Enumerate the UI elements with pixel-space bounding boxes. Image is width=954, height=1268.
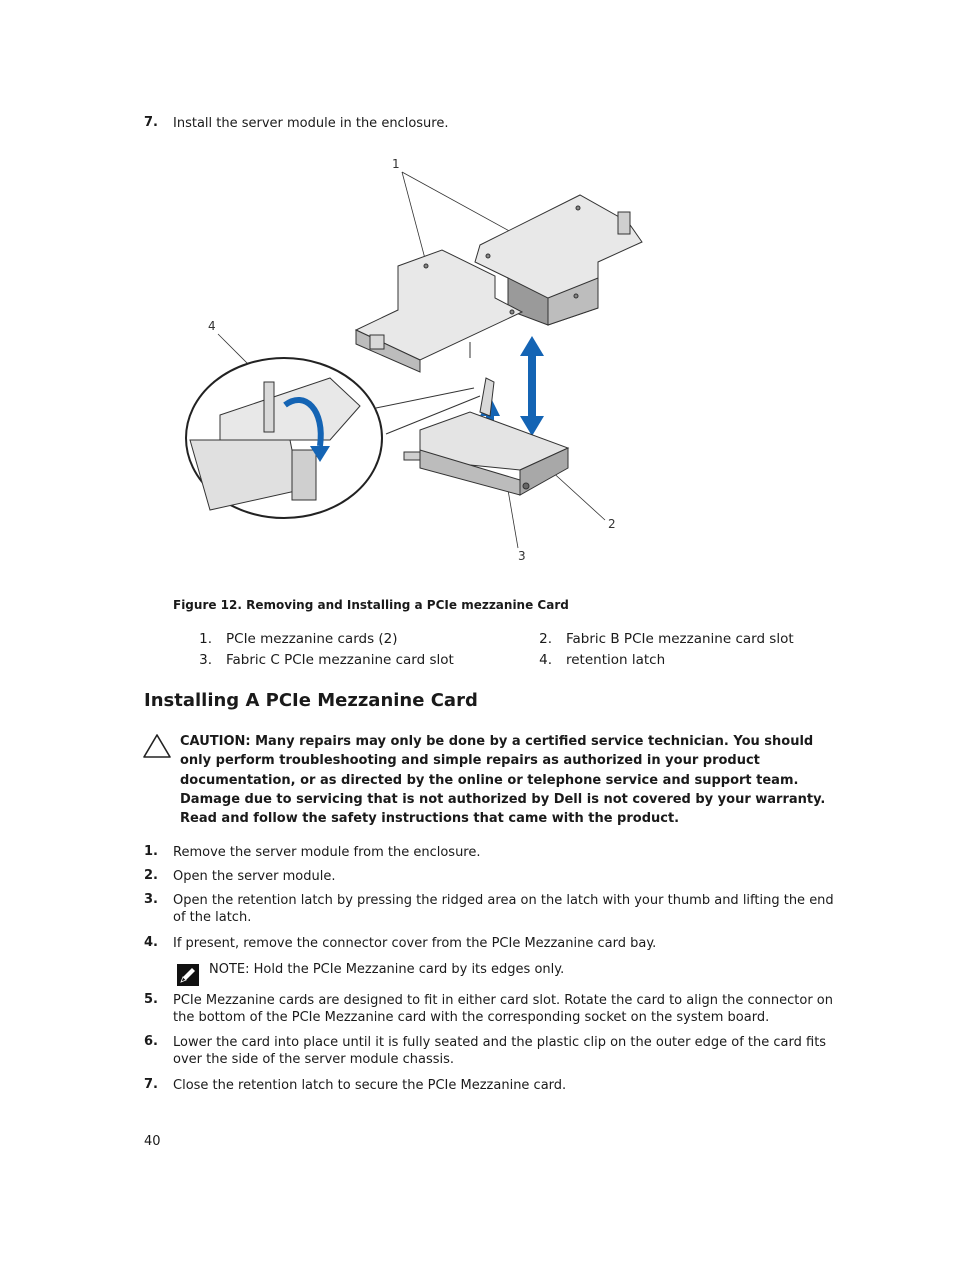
mezzanine-card-illustration (180, 150, 660, 570)
callout-1: 1 (392, 157, 400, 171)
legend-text: Fabric B PCIe mezzanine card slot (566, 631, 794, 647)
callout-2: 2 (608, 517, 616, 531)
step-4-number: 4. (144, 935, 158, 950)
section-title: Installing A PCIe Mezzanine Card (144, 690, 478, 711)
callout-4: 4 (208, 319, 216, 333)
caution-icon (142, 733, 172, 759)
figure-caption: Figure 12. Removing and Installing a PCIe mezzanine Card (173, 598, 569, 612)
legend-text: PCIe mezzanine cards (2) (226, 631, 398, 647)
legend-text: Fabric C PCIe mezzanine card slot (226, 652, 454, 668)
magnified-inset (186, 358, 382, 518)
step-2-number: 2. (144, 868, 158, 883)
legend-number: 3. (199, 652, 212, 668)
note-text (209, 962, 564, 977)
step-4-text: If present, remove the connector cover from the PCIe Mezzanine card bay. (173, 936, 657, 951)
step-5-number: 5. (144, 992, 158, 1007)
legend-number: 2. (539, 631, 552, 647)
note-label: NOTE: (209, 962, 250, 977)
page-number: 40 (144, 1134, 161, 1149)
card-slot-assembly (404, 378, 568, 495)
step-1-number: 1. (144, 844, 158, 859)
step-1-text: Remove the server module from the enclosure. (173, 845, 481, 860)
step-2-text: Open the server module. (173, 869, 336, 884)
note-body: Hold the PCIe Mezzanine card by its edges only. (249, 962, 565, 977)
legend-number: 4. (539, 652, 552, 668)
step-3-number: 3. (144, 892, 158, 907)
step-3-text: Open the retention latch by pressing the ridged area on the latch with your thumb and lifting the end of the latch. (173, 893, 834, 925)
pre-step-text: Install the server module in the enclosure. (173, 116, 449, 131)
callout-3: 3 (518, 549, 526, 563)
legend-number: 1. (199, 631, 212, 647)
step-6-text: Lower the card into place until it is fully seated and the plastic clip on the outer edge of the card fits over the side of the server module chassis. (173, 1035, 827, 1067)
legend-text: retention latch (566, 652, 666, 668)
step-7-number: 7. (144, 1077, 158, 1092)
step-6-number: 6. (144, 1034, 158, 1049)
step-7-text: Close the retention latch to secure the PCIe Mezzanine card. (173, 1078, 567, 1093)
caution-text: CAUTION: Many repairs may only be done by a certified service technician. You should only perform troubleshooting and simple repairs as authorized in your product documentation, or as directed by the online or telephone service and support team. Damage due to servicing that is not authorized by Dell is not covered by your warranty. Read and follow the safety instructions that came with the product. (180, 734, 826, 827)
step-5-text: PCIe Mezzanine cards are designed to fit in either card slot. Rotate the card to align the connector on the bottom of the PCIe Mezzanine card with the corresponding socket on the system board. (173, 993, 833, 1025)
pre-step-number: 7. (144, 115, 158, 130)
note-pencil-icon (176, 963, 200, 987)
